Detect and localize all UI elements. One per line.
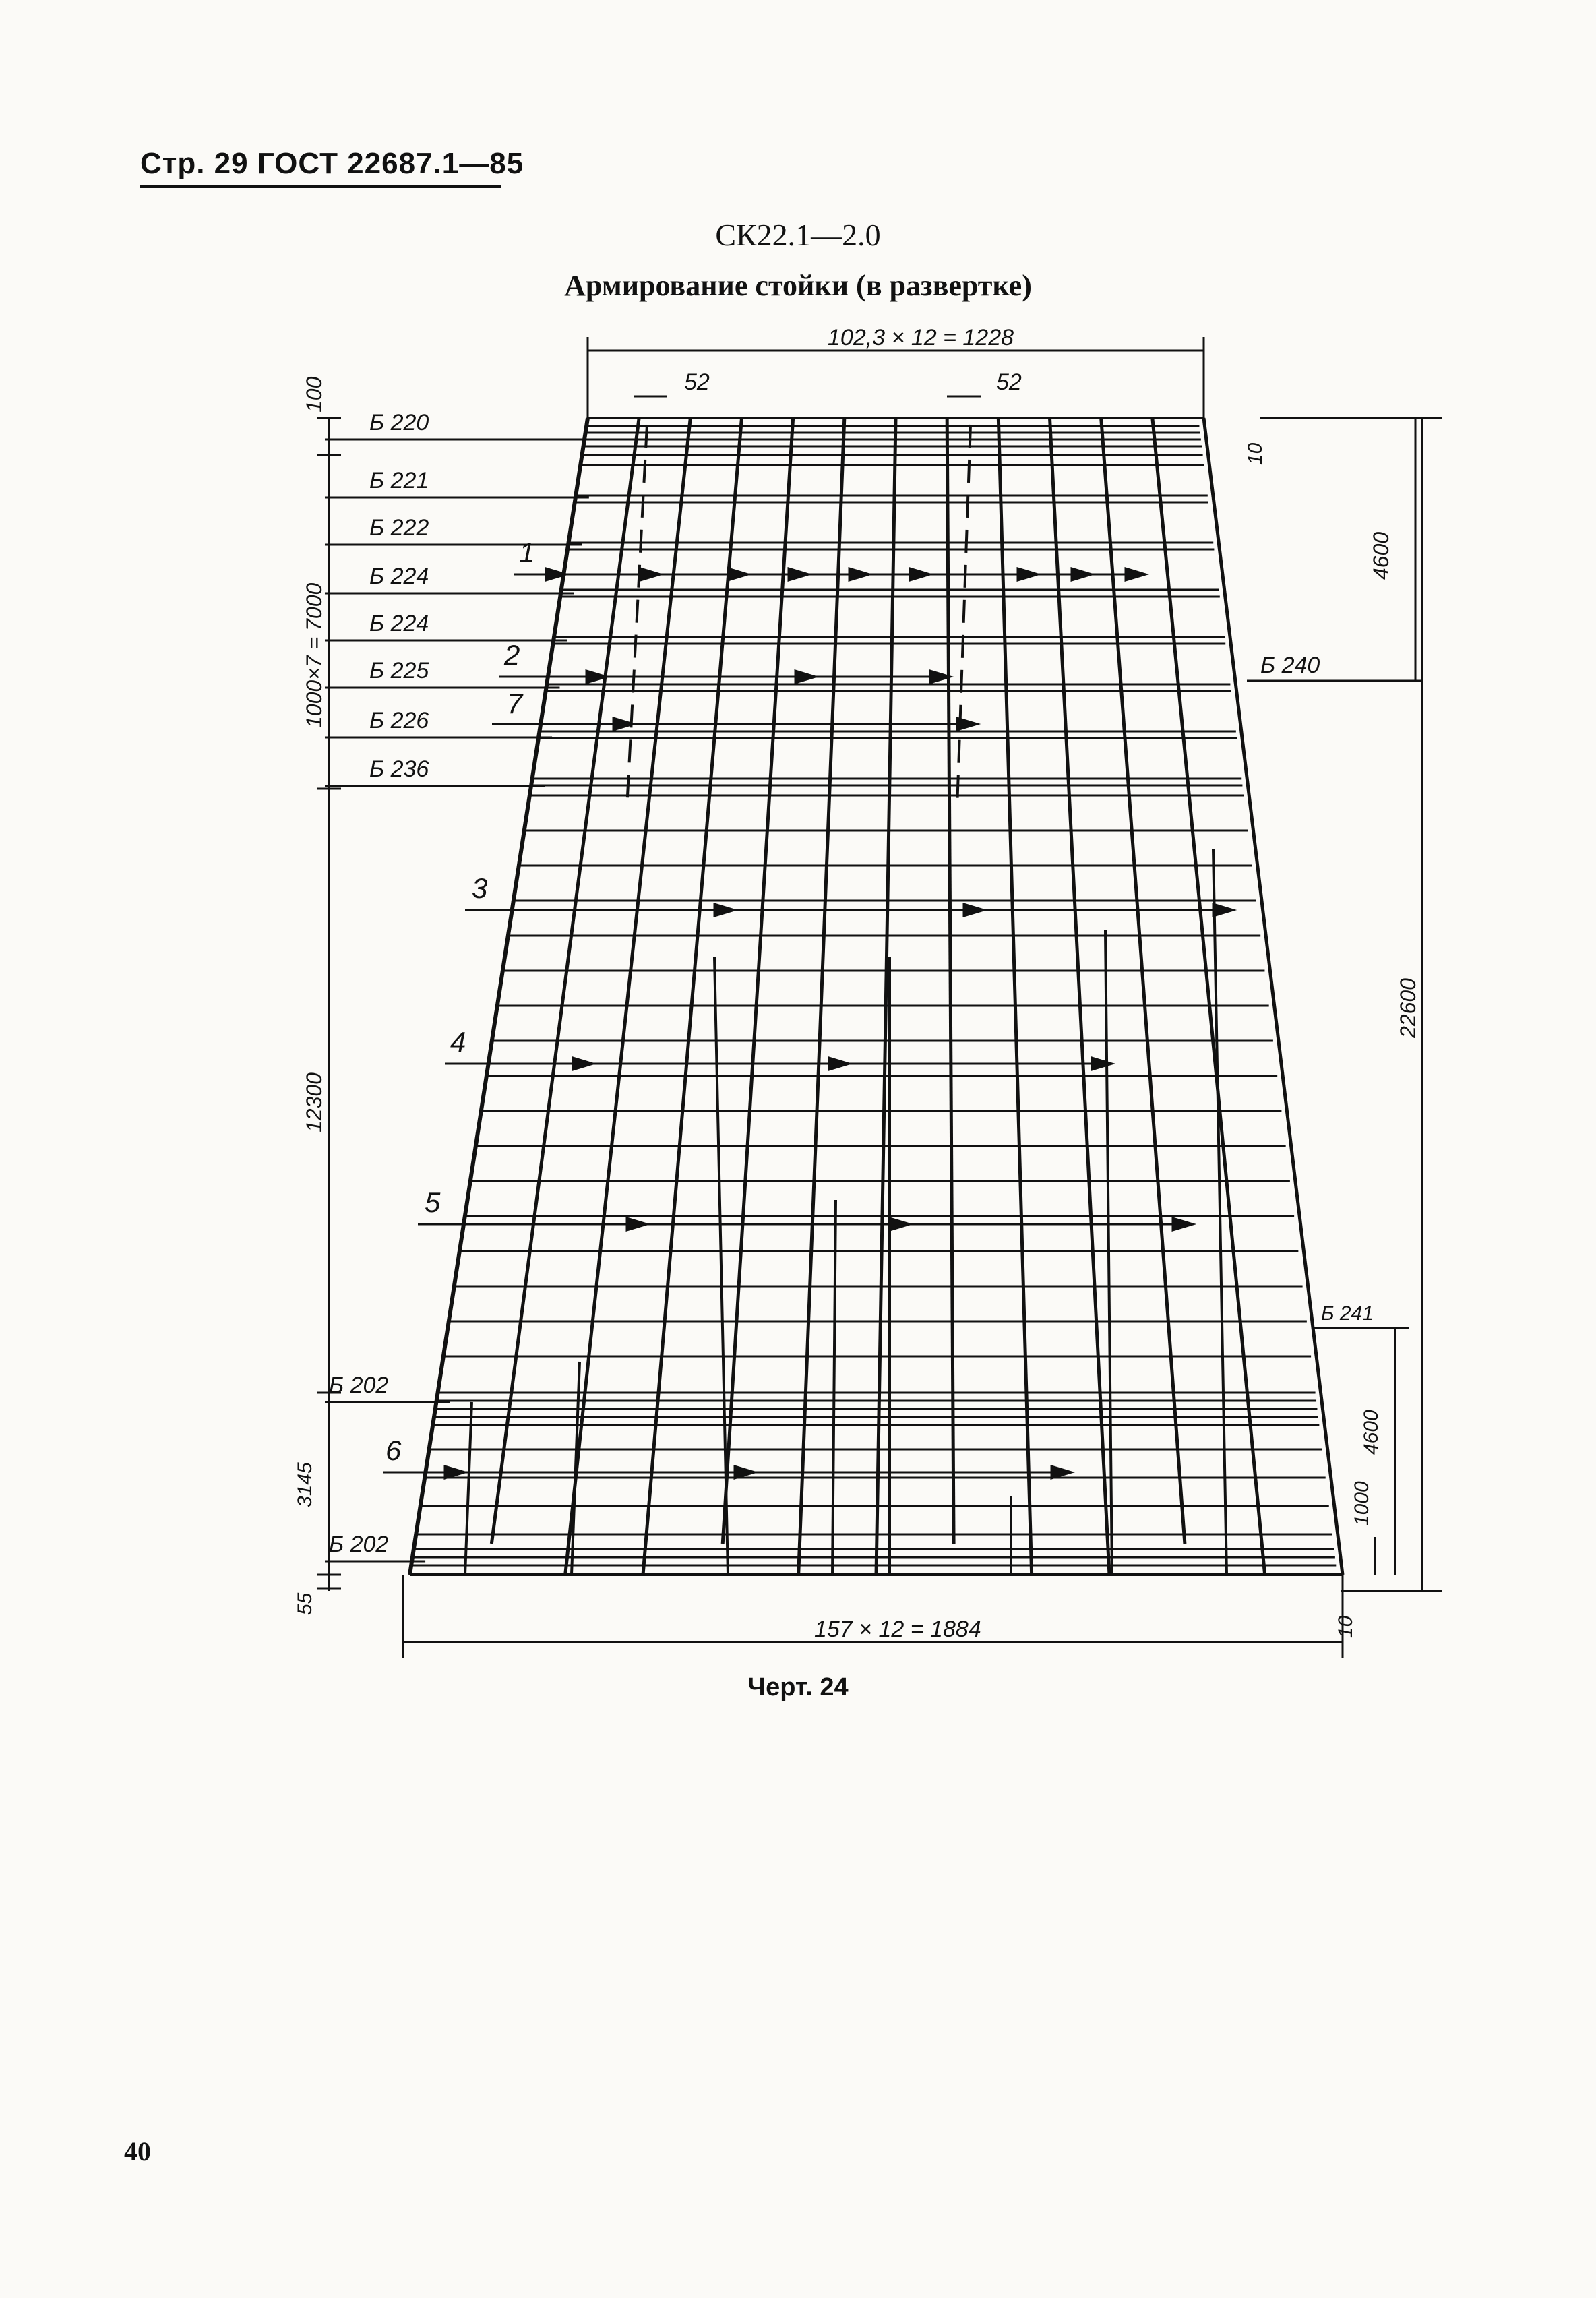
stirrup-label: Б 236 <box>369 756 429 782</box>
stirrup-label: Б 220 <box>369 410 429 435</box>
bar-position-label: 1 <box>519 537 535 568</box>
dashed-bar <box>957 425 971 809</box>
additional-bar <box>1213 849 1227 1575</box>
arrowhead <box>728 568 748 580</box>
right-lowest-dimension-text: 1000 <box>1351 1481 1373 1526</box>
arrowhead <box>957 718 977 730</box>
additional-bar <box>714 957 728 1575</box>
stirrup-label: Б 240 <box>1260 653 1320 678</box>
drawing-code: СК22.1—2.0 <box>715 218 881 252</box>
top-dimension-text: 102,3 × 12 = 1228 <box>828 325 1014 351</box>
left-bottom-dimension-text: 55 <box>294 1592 316 1615</box>
arrowhead <box>789 568 809 580</box>
page-number: 40 <box>124 2136 151 2167</box>
arrowhead <box>910 568 930 580</box>
bar-position-label: 2 <box>504 639 520 671</box>
left-upper-dimension-text: 1000×7 = 7000 <box>302 582 326 728</box>
stirrup-label: Б 224 <box>369 564 429 589</box>
arrowhead <box>795 671 816 683</box>
stirrup-label: Б 241 <box>1321 1302 1374 1325</box>
bar-position-label: 4 <box>450 1026 466 1058</box>
stirrup-label: Б 202 <box>329 1372 389 1398</box>
stirrup-label: Б 224 <box>369 611 429 636</box>
right-lower-dimension-text: 4600 <box>1360 1410 1382 1455</box>
bottom-dimension-text: 157 × 12 = 1884 <box>814 1616 981 1642</box>
left-top-dimension-text: 100 <box>302 376 326 413</box>
right-top-small-dimension-text: 10 <box>1244 442 1266 465</box>
arrowhead <box>714 904 735 916</box>
page-header: Стр. 29 ГОСТ 22687.1—85 <box>140 147 524 180</box>
arrowhead <box>445 1466 465 1478</box>
arrowhead <box>735 1466 755 1478</box>
stirrup-label: Б 226 <box>369 708 429 733</box>
longitudinal-bar <box>491 418 639 1544</box>
arrowhead <box>1213 904 1233 916</box>
left-lower-dimension-text: 3145 <box>294 1462 316 1507</box>
arrowhead <box>640 568 661 580</box>
arrowhead <box>1173 1218 1193 1230</box>
longitudinal-bar <box>947 418 954 1544</box>
drawing-title: Армирование стойки (в развертке) <box>564 269 1032 302</box>
longitudinal-bar <box>1101 418 1185 1544</box>
arrowhead <box>1072 568 1092 580</box>
arrowhead <box>829 1058 849 1070</box>
right-bottom-small-dimension-text: 10 <box>1334 1615 1357 1638</box>
bar-position-label: 6 <box>386 1434 402 1466</box>
stirrup-label: Б 225 <box>369 658 429 684</box>
arrowhead <box>849 568 869 580</box>
left-middle-dimension-text: 12300 <box>302 1072 326 1132</box>
bar-position-label: 7 <box>507 688 523 719</box>
longitudinal-bar <box>723 418 793 1544</box>
arrowhead <box>964 904 984 916</box>
top-gap-right-text: 52 <box>996 369 1022 395</box>
arrowhead <box>1051 1466 1072 1478</box>
stirrup-label: Б 221 <box>369 468 429 493</box>
right-total-dimension-text: 22600 <box>1396 978 1420 1038</box>
reinforcement-grid <box>410 418 1343 1575</box>
arrowhead <box>890 1218 910 1230</box>
figure-caption: Черт. 24 <box>747 1673 849 1701</box>
arrowhead <box>1092 1058 1112 1070</box>
stirrup-label: Б 222 <box>369 515 429 541</box>
additional-bar <box>832 1200 836 1575</box>
arrowhead <box>1018 568 1038 580</box>
top-gap-left-text: 52 <box>684 369 710 395</box>
arrowhead <box>573 1058 593 1070</box>
right-upper-dimension-text: 4600 <box>1369 531 1393 580</box>
bar-position-label: 5 <box>425 1186 441 1218</box>
arrowhead <box>1126 568 1146 580</box>
bar-position-label: 3 <box>472 872 488 904</box>
stirrup-label: Б 202 <box>329 1532 389 1557</box>
arrowhead <box>627 1218 647 1230</box>
